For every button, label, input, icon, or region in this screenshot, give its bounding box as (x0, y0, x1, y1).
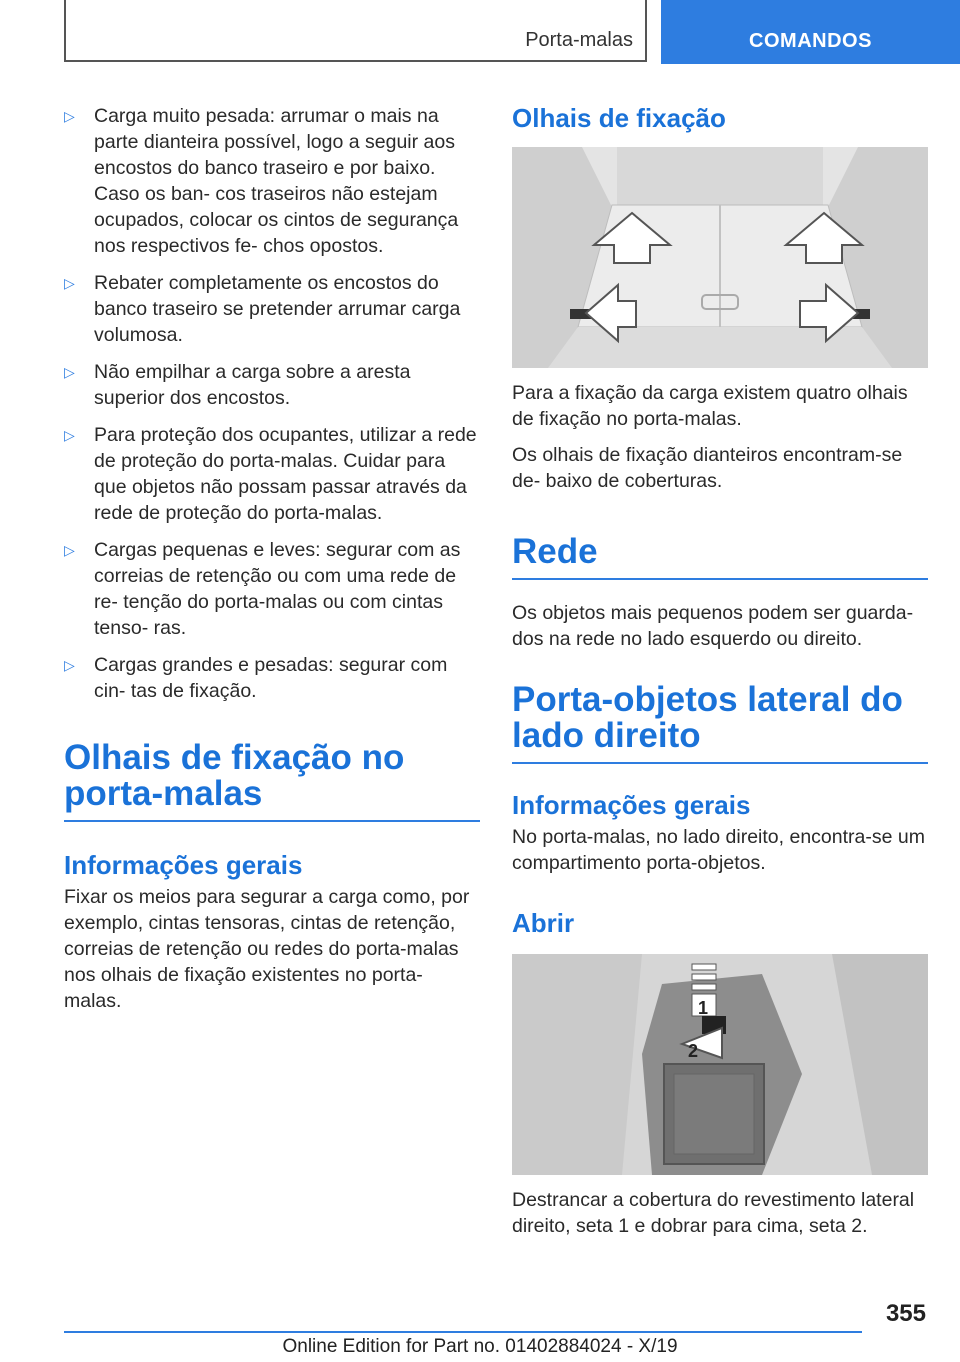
list-item: ▷ Não empilhar a carga sobre a aresta superior dos encostos. (64, 361, 411, 409)
subheading-abrir: Abrir (512, 908, 575, 938)
paragraph-rede: Os objetos mais pequenos podem ser guarda- dos na rede no lado esquerdo ou direito. (512, 602, 914, 650)
arrow-label-1: 1 (698, 998, 709, 1018)
arrow-label-2: 2 (688, 1041, 699, 1061)
triangle-bullet-icon: ▷ (64, 108, 75, 124)
left-column (64, 103, 480, 1024)
triangle-bullet-icon: ▷ (64, 364, 75, 380)
triangle-bullet-icon: ▷ (64, 542, 75, 558)
paragraph-fixing-2: Os olhais de fixação dianteiros encontram-se de- baixo de coberturas. (512, 444, 903, 492)
triangle-bullet-icon: ▷ (64, 657, 75, 673)
list-item: ▷ Rebater completamente os encostos do banco traseiro se pretender arrumar carga volumosa. (64, 272, 461, 346)
list-item: ▷ Cargas grandes e pesadas: segurar com cin- tas de fixação. (64, 654, 448, 702)
header-section-title: Porta-malas (525, 29, 633, 51)
trunk-fixing-eyes-photo (512, 147, 928, 368)
page-number: 355 (885, 1300, 926, 1327)
section-heading-rede: Rede (512, 534, 928, 580)
paragraph-abrir: Destrancar a cobertura do revestimento lateral direito, seta 1 e dobrar para cima, seta 2. (512, 1189, 915, 1237)
list-item: ▷ Cargas pequenas e leves: segurar com as correias de retenção ou com uma rede de re- tenção do porta-malas ou com cintas tenso- ras. (64, 539, 461, 639)
list-item: ▷ Para proteção dos ocupantes, utilizar a rede de proteção do porta-malas. Cuidar para que objetos não possam passar através da rede de proteção do porta-malas. (64, 424, 477, 524)
footer-divider (64, 1331, 862, 1333)
paragraph-olhais-info: Fixar os meios para segurar a carga como, por exemplo, cintas tensoras, cintas de retenção, correias de retenção ou redes do porta-malas nos olhais de fixação existentes no porta-malas. (64, 886, 470, 1012)
subheading-informacoes-right: Informações gerais (512, 790, 751, 820)
subheading-informacoes: Informações gerais (64, 850, 303, 880)
section-heading-olhais: Olhais de fixação no porta-malas (64, 740, 480, 822)
triangle-bullet-icon: ▷ (64, 427, 75, 443)
subheading-olhais-fixacao: Olhais de fixação (512, 103, 726, 133)
footer-edition: Online Edition for Part no. 01402884024 - X/19 (282, 1336, 678, 1357)
header-section-tab (64, 0, 647, 62)
header-chapter-title: COMANDOS (749, 30, 872, 52)
paragraph-info-right: No porta-malas, no lado direito, encontra-se um compartimento porta-objetos. (512, 826, 925, 874)
header-chapter-tab (661, 0, 960, 64)
list-item: ▷ Carga muito pesada: arrumar o mais na parte dianteira possível, logo a seguir aos encostos do banco traseiro e por baixo. Caso os ban- cos traseiros não estejam ocupados, colocar os cintos de segurança nos respectivos fe- chos opostos. (64, 105, 459, 257)
triangle-bullet-icon: ▷ (64, 275, 75, 291)
right-column (512, 103, 928, 1249)
paragraph-fixing-1: Para a fixação da carga existem quatro olhais de fixação no porta-malas. (512, 382, 908, 430)
side-compartment-photo (512, 954, 928, 1175)
section-heading-porta-objetos: Porta-objetos lateral do lado direito (512, 682, 928, 764)
